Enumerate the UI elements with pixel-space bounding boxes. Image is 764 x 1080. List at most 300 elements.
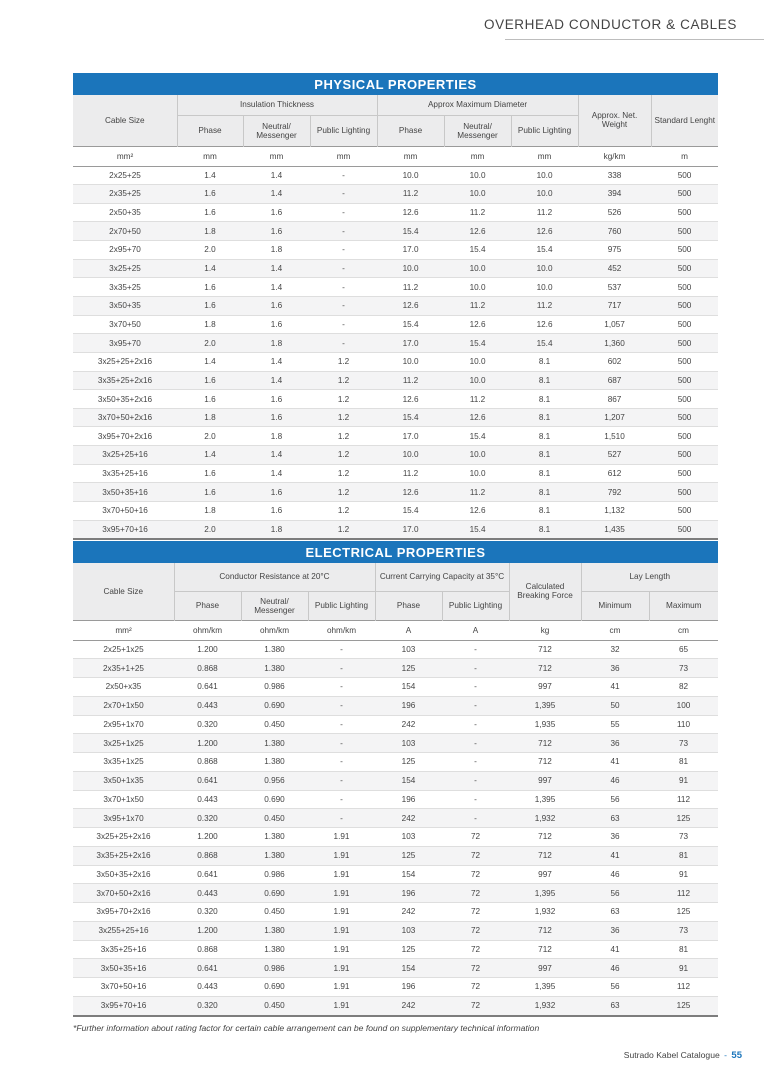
- table-cell: 0.868: [174, 753, 241, 772]
- table-cell: 72: [442, 865, 509, 884]
- table-cell: 1.8: [177, 502, 243, 521]
- table-cell: 72: [442, 978, 509, 997]
- table-cell: 1,395: [509, 696, 581, 715]
- table-cell: 1.2: [310, 464, 377, 483]
- table-cell: -: [442, 696, 509, 715]
- table-cell: 10.0: [511, 278, 578, 297]
- cable-size-cell: 2x35+1+25: [73, 659, 174, 678]
- table-cell: 1.6: [177, 483, 243, 502]
- table-cell: 500: [651, 408, 718, 427]
- table-cell: 1.8: [177, 315, 243, 334]
- table-cell: 10.0: [377, 259, 444, 278]
- table-cell: 0.986: [241, 678, 308, 697]
- table-cell: 0.641: [174, 865, 241, 884]
- table-cell: 0.443: [174, 696, 241, 715]
- table-cell: 72: [442, 828, 509, 847]
- table-cell: 41: [581, 846, 649, 865]
- cable-size-cell: 3x255+25+16: [73, 921, 174, 940]
- table-cell: 15.4: [511, 334, 578, 353]
- table-cell: -: [442, 753, 509, 772]
- col-lay-length: Lay Length: [581, 563, 718, 591]
- table-cell: -: [442, 640, 509, 659]
- table-cell: 1.380: [241, 659, 308, 678]
- col-capacity-phase: Phase: [375, 591, 442, 620]
- table-cell: 103: [375, 921, 442, 940]
- table-cell: 125: [649, 903, 718, 922]
- table-cell: 72: [442, 903, 509, 922]
- table-cell: 1.91: [308, 959, 375, 978]
- table-row: [73, 771, 718, 790]
- cable-size-cell: 3x35+25+16: [73, 464, 177, 483]
- table-cell: 10.0: [444, 259, 511, 278]
- table-cell: -: [310, 278, 377, 297]
- table-cell: 125: [649, 996, 718, 1015]
- cable-size-cell: 2x25+25: [73, 166, 177, 185]
- table-row: [73, 734, 718, 753]
- table-cell: 56: [581, 884, 649, 903]
- col-capacity-public: Public Lighting: [442, 591, 509, 620]
- cable-size-cell: 3x50+35+2x16: [73, 390, 177, 409]
- cable-size-cell: 2x95+1x70: [73, 715, 174, 734]
- table-cell: 10.0: [511, 259, 578, 278]
- table-row: [73, 790, 718, 809]
- table-cell: 1.91: [308, 978, 375, 997]
- table-cell: 46: [581, 959, 649, 978]
- table-cell: 1.4: [177, 259, 243, 278]
- section-header: OVERHEAD CONDUCTOR & CABLES: [484, 17, 737, 32]
- table-cell: 100: [649, 696, 718, 715]
- table-cell: 15.4: [377, 502, 444, 521]
- table-row: [73, 408, 718, 427]
- table-cell: 2.0: [177, 520, 243, 539]
- table-cell: 103: [375, 828, 442, 847]
- table-cell: 242: [375, 903, 442, 922]
- table-cell: 500: [651, 352, 718, 371]
- cable-size-cell: 2x70+50: [73, 222, 177, 241]
- table-cell: 8.1: [511, 464, 578, 483]
- table-cell: 154: [375, 771, 442, 790]
- table-cell: 125: [375, 659, 442, 678]
- table-cell: 112: [649, 978, 718, 997]
- table-cell: 1.200: [174, 640, 241, 659]
- table-cell: 500: [651, 185, 718, 204]
- unit-cell: ohm/km: [308, 620, 375, 640]
- cable-size-cell: 3x70+50+16: [73, 978, 174, 997]
- table-cell: 12.6: [377, 296, 444, 315]
- table-cell: 0.868: [174, 846, 241, 865]
- unit-cell: cm: [581, 620, 649, 640]
- col-current-capacity: Current Carrying Capacity at 35°C: [375, 563, 509, 591]
- table-cell: 1,435: [578, 520, 651, 539]
- table-cell: 103: [375, 734, 442, 753]
- table-cell: 997: [509, 771, 581, 790]
- table-cell: 10.0: [444, 371, 511, 390]
- table-cell: 1.91: [308, 846, 375, 865]
- table-row: [73, 640, 718, 659]
- table-row: [73, 940, 718, 959]
- table-cell: 500: [651, 315, 718, 334]
- page-number: 55: [731, 1050, 742, 1061]
- table-cell: 712: [509, 734, 581, 753]
- table-cell: 125: [375, 846, 442, 865]
- table-cell: -: [310, 259, 377, 278]
- table-cell: 1.380: [241, 940, 308, 959]
- table-cell: 196: [375, 884, 442, 903]
- table-cell: 1.6: [177, 296, 243, 315]
- table-row: [73, 483, 718, 502]
- table-cell: 1.200: [174, 828, 241, 847]
- table-cell: 1.4: [243, 166, 310, 185]
- table-cell: -: [310, 166, 377, 185]
- table-row: [73, 659, 718, 678]
- table-cell: 975: [578, 241, 651, 260]
- table-cell: 500: [651, 278, 718, 297]
- table-cell: 1.380: [241, 753, 308, 772]
- table-row: [73, 978, 718, 997]
- table-cell: 81: [649, 753, 718, 772]
- col-resistance-neutral: Neutral/ Messenger: [241, 591, 308, 620]
- table-cell: 1.2: [310, 520, 377, 539]
- table-cell: 712: [509, 828, 581, 847]
- table-cell: 1,395: [509, 790, 581, 809]
- table-cell: 81: [649, 940, 718, 959]
- table-cell: 11.2: [511, 203, 578, 222]
- page-footer: [624, 1050, 742, 1061]
- table-cell: 12.6: [377, 203, 444, 222]
- table-cell: 10.0: [444, 278, 511, 297]
- table-cell: 1,132: [578, 502, 651, 521]
- table-cell: 8.1: [511, 352, 578, 371]
- table-cell: 1.91: [308, 921, 375, 940]
- table-cell: 338: [578, 166, 651, 185]
- table-cell: 15.4: [444, 520, 511, 539]
- physical-table: [73, 95, 718, 540]
- table-cell: 500: [651, 427, 718, 446]
- table-cell: 12.6: [444, 315, 511, 334]
- table-row: [73, 352, 718, 371]
- table-cell: 0.450: [241, 996, 308, 1015]
- cable-size-cell: 3x25+25+2x16: [73, 352, 177, 371]
- table-cell: 10.0: [511, 166, 578, 185]
- electrical-properties-title: ELECTRICAL PROPERTIES: [73, 541, 718, 563]
- table-cell: 0.450: [241, 903, 308, 922]
- table-cell: 1.6: [243, 222, 310, 241]
- table-cell: 1.6: [177, 371, 243, 390]
- table-cell: 0.320: [174, 903, 241, 922]
- table-cell: 41: [581, 678, 649, 697]
- table-cell: 1.2: [310, 371, 377, 390]
- table-cell: 2.0: [177, 334, 243, 353]
- table-cell: 1.4: [177, 166, 243, 185]
- table-cell: 8.1: [511, 427, 578, 446]
- table-cell: 500: [651, 446, 718, 465]
- cable-size-cell: 3x70+50+2x16: [73, 884, 174, 903]
- col-cable-size: Cable Size: [73, 95, 177, 146]
- table-cell: 81: [649, 846, 718, 865]
- table-cell: -: [442, 678, 509, 697]
- table-cell: 8.1: [511, 390, 578, 409]
- table-cell: 0.690: [241, 978, 308, 997]
- table-cell: 1.91: [308, 903, 375, 922]
- table-cell: 1.4: [243, 185, 310, 204]
- table-cell: 500: [651, 259, 718, 278]
- table-cell: 1.380: [241, 734, 308, 753]
- table-cell: 15.4: [377, 408, 444, 427]
- table-cell: 1.91: [308, 865, 375, 884]
- unit-cell: mm: [444, 146, 511, 166]
- cable-size-cell: 3x95+70+2x16: [73, 903, 174, 922]
- table-cell: 1.6: [243, 502, 310, 521]
- table-cell: 500: [651, 464, 718, 483]
- table-cell: 17.0: [377, 520, 444, 539]
- table-cell: 46: [581, 865, 649, 884]
- table-cell: 36: [581, 828, 649, 847]
- table-cell: 0.450: [241, 809, 308, 828]
- table-cell: -: [308, 771, 375, 790]
- table-cell: 41: [581, 940, 649, 959]
- table-cell: 0.320: [174, 715, 241, 734]
- table-cell: 1.4: [243, 278, 310, 297]
- table-row: [73, 278, 718, 297]
- cable-size-cell: 2x50+x35: [73, 678, 174, 697]
- table-row: [73, 334, 718, 353]
- table-row: [73, 809, 718, 828]
- table-cell: 15.4: [377, 222, 444, 241]
- table-cell: 1.6: [177, 390, 243, 409]
- table-row: [73, 166, 718, 185]
- table-cell: 1.380: [241, 640, 308, 659]
- table-row: [73, 502, 718, 521]
- table-cell: 500: [651, 520, 718, 539]
- table-cell: -: [308, 678, 375, 697]
- table-cell: 110: [649, 715, 718, 734]
- table-cell: -: [442, 771, 509, 790]
- table-cell: 11.2: [377, 185, 444, 204]
- table-cell: 125: [375, 753, 442, 772]
- table-cell: 11.2: [444, 296, 511, 315]
- table-cell: 0.443: [174, 978, 241, 997]
- table-row: [73, 828, 718, 847]
- unit-cell: mm: [310, 146, 377, 166]
- cable-size-cell: 3x95+70+16: [73, 520, 177, 539]
- cable-size-cell: 3x35+25+2x16: [73, 846, 174, 865]
- table-cell: 11.2: [444, 390, 511, 409]
- table-cell: 1.2: [310, 408, 377, 427]
- table-cell: 1.2: [310, 446, 377, 465]
- table-cell: 73: [649, 734, 718, 753]
- table-row: [73, 753, 718, 772]
- table-cell: 612: [578, 464, 651, 483]
- table-cell: 1.4: [243, 259, 310, 278]
- cable-size-cell: 3x25+25+16: [73, 446, 177, 465]
- table-cell: 997: [509, 678, 581, 697]
- table-cell: 91: [649, 865, 718, 884]
- table-cell: 1.2: [310, 390, 377, 409]
- col-approx-net-weight: Approx. Net. Weight: [578, 95, 651, 146]
- col-approx-max-diameter: Approx Maximum Diameter: [377, 95, 578, 115]
- cable-size-cell: 3x70+50+2x16: [73, 408, 177, 427]
- cable-size-cell: 3x95+70: [73, 334, 177, 353]
- unit-cell: kg: [509, 620, 581, 640]
- table-cell: 50: [581, 696, 649, 715]
- table-row: [73, 678, 718, 697]
- table-row: [73, 884, 718, 903]
- table-cell: 760: [578, 222, 651, 241]
- table-cell: 154: [375, 865, 442, 884]
- table-cell: 73: [649, 828, 718, 847]
- table-cell: 15.4: [444, 427, 511, 446]
- table-cell: 10.0: [511, 185, 578, 204]
- table-cell: 12.6: [511, 222, 578, 241]
- table-cell: 0.641: [174, 771, 241, 790]
- table-cell: 500: [651, 334, 718, 353]
- table-cell: 1.6: [177, 464, 243, 483]
- table-cell: 1,510: [578, 427, 651, 446]
- table-cell: 11.2: [377, 278, 444, 297]
- table-cell: -: [310, 222, 377, 241]
- table-cell: 1.200: [174, 921, 241, 940]
- table-cell: 17.0: [377, 427, 444, 446]
- col-diameter-neutral: Neutral/ Messenger: [444, 115, 511, 146]
- table-cell: 526: [578, 203, 651, 222]
- col-conductor-resistance: Conductor Resistance at 20°C: [174, 563, 375, 591]
- catalogue-name: Sutrado Kabel Catalogue: [623, 1050, 720, 1060]
- table-cell: 1.6: [243, 390, 310, 409]
- cable-size-cell: 3x50+35+16: [73, 959, 174, 978]
- table-cell: 1.8: [243, 334, 310, 353]
- table-cell: 72: [442, 959, 509, 978]
- table-cell: 12.6: [377, 390, 444, 409]
- table-cell: 8.1: [511, 502, 578, 521]
- table-cell: 0.986: [241, 959, 308, 978]
- table-cell: -: [310, 185, 377, 204]
- table-cell: -: [308, 715, 375, 734]
- col-insulation-neutral: Neutral/ Messenger: [243, 115, 310, 146]
- table-cell: 0.690: [241, 790, 308, 809]
- table-cell: 527: [578, 446, 651, 465]
- physical-properties-table: [73, 73, 718, 540]
- unit-cell: mm: [511, 146, 578, 166]
- table-cell: 1.91: [308, 996, 375, 1015]
- table-cell: 1.2: [310, 427, 377, 446]
- table-cell: -: [442, 715, 509, 734]
- table-cell: 72: [442, 846, 509, 865]
- table-cell: 36: [581, 734, 649, 753]
- table-cell: 11.2: [444, 483, 511, 502]
- table-row: [73, 696, 718, 715]
- table-row: [73, 446, 718, 465]
- table-cell: 0.690: [241, 884, 308, 903]
- table-row: [73, 427, 718, 446]
- table-cell: 1.2: [310, 483, 377, 502]
- table-cell: 73: [649, 921, 718, 940]
- table-cell: 1.380: [241, 846, 308, 865]
- table-cell: 1,935: [509, 715, 581, 734]
- table-cell: 12.6: [444, 222, 511, 241]
- table-cell: 73: [649, 659, 718, 678]
- table-cell: 72: [442, 940, 509, 959]
- table-cell: 55: [581, 715, 649, 734]
- table-cell: 17.0: [377, 334, 444, 353]
- table-cell: 500: [651, 203, 718, 222]
- physical-table-body: [73, 166, 718, 539]
- col-insulation-public: Public Lighting: [310, 115, 377, 146]
- cable-size-cell: 3x25+25+2x16: [73, 828, 174, 847]
- table-row: [73, 241, 718, 260]
- table-cell: 602: [578, 352, 651, 371]
- units-row: [73, 620, 718, 640]
- cable-size-cell: 3x35+25+2x16: [73, 371, 177, 390]
- table-cell: 0.450: [241, 715, 308, 734]
- table-cell: 1,932: [509, 903, 581, 922]
- col-lay-minimum: Minimum: [581, 591, 649, 620]
- table-cell: -: [308, 790, 375, 809]
- table-cell: 1.6: [243, 296, 310, 315]
- table-cell: 46: [581, 771, 649, 790]
- table-cell: -: [442, 734, 509, 753]
- table-cell: 72: [442, 884, 509, 903]
- table-cell: 36: [581, 659, 649, 678]
- table-cell: 500: [651, 222, 718, 241]
- electrical-properties-table: [73, 541, 718, 1017]
- table-cell: 0.690: [241, 696, 308, 715]
- col-insulation-phase: Phase: [177, 115, 243, 146]
- table-cell: 712: [509, 846, 581, 865]
- table-cell: 11.2: [377, 371, 444, 390]
- table-cell: 0.641: [174, 678, 241, 697]
- cable-size-cell: 3x25+25: [73, 259, 177, 278]
- table-cell: 1.8: [177, 408, 243, 427]
- table-cell: 196: [375, 978, 442, 997]
- table-cell: 10.0: [377, 446, 444, 465]
- table-cell: 154: [375, 959, 442, 978]
- table-row: [73, 715, 718, 734]
- table-cell: 1.4: [243, 352, 310, 371]
- table-cell: 196: [375, 790, 442, 809]
- table-cell: 17.0: [377, 241, 444, 260]
- table-cell: 242: [375, 996, 442, 1015]
- table-cell: 32: [581, 640, 649, 659]
- unit-cell: A: [442, 620, 509, 640]
- col-resistance-public: Public Lighting: [308, 591, 375, 620]
- cable-size-cell: 3x70+1x50: [73, 790, 174, 809]
- table-cell: 500: [651, 296, 718, 315]
- cable-size-cell: 3x70+50+16: [73, 502, 177, 521]
- table-cell: -: [308, 753, 375, 772]
- table-cell: 1.91: [308, 884, 375, 903]
- electrical-table-body: [73, 640, 718, 1016]
- col-insulation-thickness: Insulation Thickness: [177, 95, 377, 115]
- table-cell: -: [310, 241, 377, 260]
- table-cell: 394: [578, 185, 651, 204]
- table-cell: 712: [509, 921, 581, 940]
- table-cell: -: [442, 659, 509, 678]
- table-cell: 8.1: [511, 446, 578, 465]
- table-cell: 1,395: [509, 884, 581, 903]
- physical-properties-title: PHYSICAL PROPERTIES: [73, 73, 718, 95]
- table-cell: -: [308, 696, 375, 715]
- table-cell: 196: [375, 696, 442, 715]
- header-rule: [505, 39, 764, 40]
- table-cell: 12.6: [444, 408, 511, 427]
- table-cell: 717: [578, 296, 651, 315]
- table-cell: 10.0: [444, 464, 511, 483]
- cable-size-cell: 3x50+35: [73, 296, 177, 315]
- table-cell: 82: [649, 678, 718, 697]
- table-cell: -: [310, 334, 377, 353]
- col-breaking-force: Calculated Breaking Force: [509, 563, 581, 620]
- table-row: [73, 315, 718, 334]
